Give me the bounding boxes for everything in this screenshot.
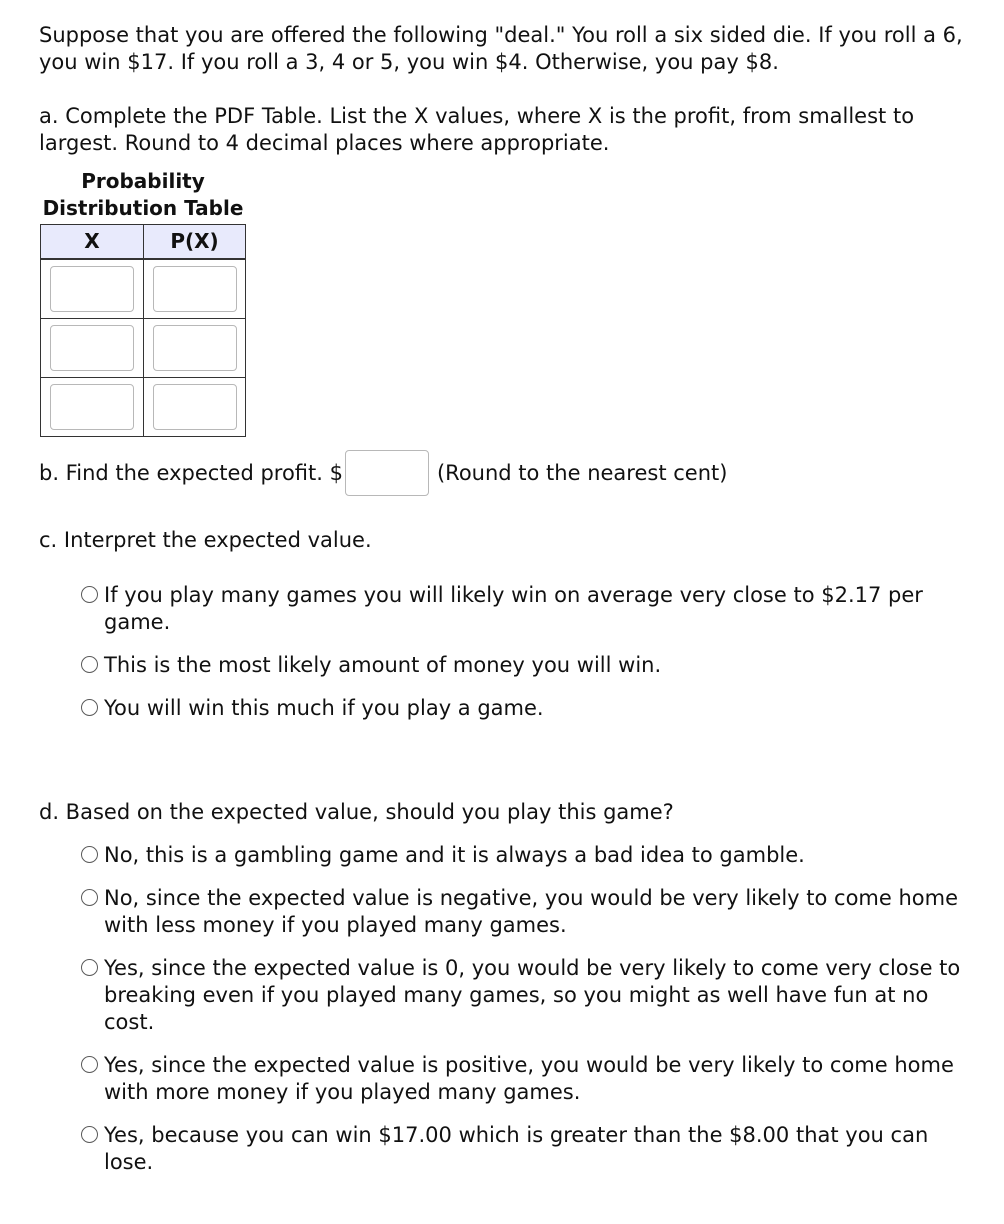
radio-button[interactable] (81, 586, 98, 603)
px-value-input-1[interactable] (153, 266, 237, 312)
option-label: If you play many games you will likely win on average very close to $2.17 per game. (104, 583, 923, 634)
part-d-option-3[interactable] (81, 955, 961, 1036)
part-c-options (81, 582, 961, 738)
part-b-row (39, 450, 727, 496)
column-header-px: P(X) (144, 225, 246, 259)
option-label: Yes, since the expected value is 0, you would be very likely to come very close to breaking even if you played many games, so you might as well have fun at no cost. (104, 956, 961, 1034)
part-d-option-4[interactable] (81, 1052, 961, 1106)
radio-button[interactable] (81, 1126, 98, 1143)
radio-button[interactable] (81, 699, 98, 716)
expected-profit-input[interactable] (345, 450, 429, 496)
px-value-input-3[interactable] (153, 384, 237, 430)
x-value-input-1[interactable] (50, 266, 134, 312)
part-d-prompt: d. Based on the expected value, should you play this game? (39, 800, 674, 824)
option-label: No, since the expected value is negative, you would be very likely to come home with less money if you played many games. (104, 886, 959, 937)
x-value-input-2[interactable] (50, 325, 134, 371)
radio-button[interactable] (81, 959, 98, 976)
part-d-options (81, 842, 961, 1192)
part-b-prompt: b. Find the expected profit. $ (39, 460, 343, 485)
table-row (41, 319, 246, 378)
option-label: Yes, since the expected value is positive, you would be very likely to come home with more money if you played many games. (104, 1053, 954, 1104)
radio-button[interactable] (81, 846, 98, 863)
option-label: This is the most likely amount of money you will win. (104, 653, 662, 677)
radio-button[interactable] (81, 656, 98, 673)
column-header-x: X (41, 225, 144, 259)
x-value-input-3[interactable] (50, 384, 134, 430)
part-c-option-2[interactable] (81, 652, 961, 679)
problem-statement: Suppose that you are offered the following "deal." You roll a six sided die. If you roll a 6, you win $17. If you roll a 3, 4 or 5, you win $4. Otherwise, you pay $8. (39, 23, 963, 74)
part-d-option-1[interactable] (81, 842, 961, 869)
radio-button[interactable] (81, 889, 98, 906)
px-value-input-2[interactable] (153, 325, 237, 371)
radio-button[interactable] (81, 1056, 98, 1073)
part-d-option-2[interactable] (81, 885, 961, 939)
pdf-table-caption: Probability Distribution Table (42, 169, 244, 220)
part-c-option-3[interactable] (81, 695, 961, 722)
option-label: You will win this much if you play a game. (104, 696, 544, 720)
table-row (41, 260, 246, 319)
part-c-prompt: c. Interpret the expected value. (39, 528, 372, 552)
part-d-option-5[interactable] (81, 1122, 961, 1176)
pdf-table (40, 224, 246, 437)
option-label: Yes, because you can win $17.00 which is greater than the $8.00 that you can lose. (104, 1123, 929, 1174)
rounding-hint: (Round to the nearest cent) (436, 460, 728, 485)
option-label: No, this is a gambling game and it is always a bad idea to gamble. (104, 843, 805, 867)
pdf-table-container (40, 168, 246, 437)
table-row (41, 378, 246, 437)
part-a-prompt: a. Complete the PDF Table. List the X values, where X is the profit, from smallest to largest. Round to 4 decimal places where appropriate. (39, 104, 915, 155)
part-c-option-1[interactable] (81, 582, 961, 636)
